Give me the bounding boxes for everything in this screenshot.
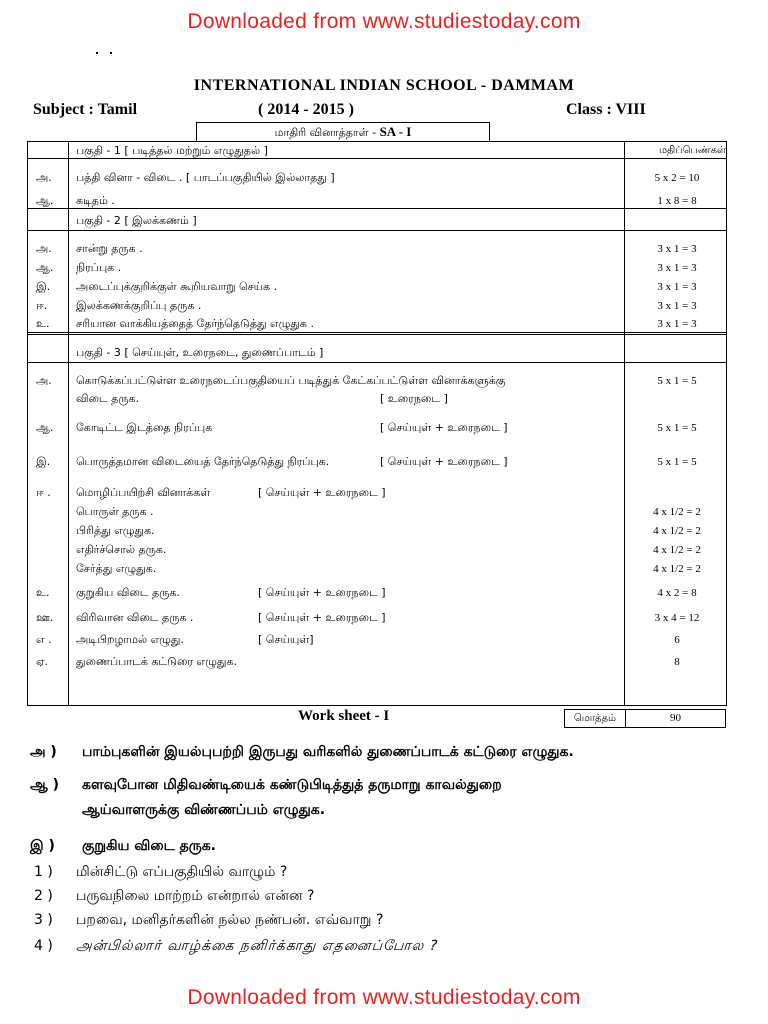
row-marks: 3 x 1 = 3 — [657, 262, 697, 274]
part1-title: பகுதி - 1 [ படித்தல் மற்றும் எழுதுதல் ] — [76, 144, 268, 157]
part2-title: பகுதி - 2 [ இலக்கணம் ] — [76, 214, 197, 227]
row-text: குறுகிய விடை தருக. — [76, 586, 180, 599]
paper-title: மாதிரி வினாத்தாள் - — [274, 126, 377, 139]
school-name: INTERNATIONAL INDIAN SCHOOL - DAMMAM — [193, 77, 575, 94]
row-text-continued: விடை தருக. — [76, 392, 140, 405]
row-marks: 3 x 1 = 3 — [657, 281, 697, 293]
row-section: [ செய்யுள் + உரைநடை ] — [380, 421, 508, 434]
row-text: கொடுக்கப்பட்டுள்ள உரைநடைப்பகுதியைப் படித்துக் கேட்கப்பட்டுள்ள வினாக்களுக்கு — [76, 374, 506, 387]
sub-row-marks: 4 x 1/2 = 2 — [653, 563, 701, 575]
row-label: அ. — [36, 374, 52, 387]
row-section: [ செய்யுள் + உரைநடை ] — [258, 486, 386, 499]
row-marks: 3 x 1 = 3 — [657, 243, 697, 255]
row-divider — [28, 208, 726, 209]
question-number: 3 ) — [34, 912, 53, 928]
row-label: ஈ . — [36, 486, 51, 499]
worksheet-item-text: பாம்புகளின் இயல்புபற்றி இருபது வரிகளில் துணைப்பாடக் கட்டுரை எழுதுக. — [82, 744, 574, 760]
class-label: Class : VIII — [566, 101, 646, 118]
row-section: [ செய்யுள் + உரைநடை ] — [380, 455, 508, 468]
row-text: இலக்கணக்குறிப்பு தருக . — [76, 299, 202, 312]
question-text-handwritten: அன்பில்லார் வாழ்க்கை நனிர்க்காது எதனைப்போல ? — [75, 938, 439, 954]
worksheet-item-label: இ ) — [30, 838, 55, 854]
marks-header: மதிப்பெண்கள் — [658, 145, 726, 156]
row-text: அடைப்புக்குறிக்குள் கூறியவாறு செய்க . — [76, 280, 278, 293]
worksheet-item-text: களவுபோன மிதிவண்டியைக் கண்டுபிடித்துத் தருமாறு காவல்துறை — [82, 777, 502, 793]
row-label: ஆ. — [36, 194, 54, 207]
speck — [96, 52, 98, 54]
row-marks: 3 x 4 = 12 — [654, 612, 700, 624]
blueprint-table — [27, 141, 727, 706]
worksheet-item-text-continued: ஆய்வாளருக்கு விண்ணப்பம் எழுதுக. — [82, 802, 326, 818]
worksheet-item-label: ஆ ) — [30, 777, 59, 793]
sub-row-text: பிரித்து எழுதுக. — [76, 524, 155, 537]
row-section: [ செய்யுள் + உரைநடை ] — [258, 611, 386, 624]
row-label: இ. — [36, 455, 51, 468]
question-number: 4 ) — [34, 938, 53, 954]
total-value: 90 — [670, 712, 681, 724]
row-label: ஏ. — [36, 655, 49, 668]
row-label: ஆ. — [36, 261, 54, 274]
worksheet-title: Work sheet - I — [298, 708, 390, 724]
row-text: துணைப்பாடக் கட்டுரை எழுதுக. — [76, 655, 237, 668]
question-text: பறவை, மனிதர்களின் நல்ல நண்பன். எவ்வாறு ? — [76, 912, 384, 928]
sub-row-marks: 4 x 1/2 = 2 — [653, 525, 701, 537]
row-marks: 5 x 1 = 5 — [657, 422, 697, 434]
sub-row-marks: 4 x 1/2 = 2 — [653, 544, 701, 556]
worksheet-item-text: குறுகிய விடை தருக. — [82, 838, 216, 854]
row-label: அ. — [36, 171, 52, 184]
row-text: கடிதம் . — [76, 194, 115, 207]
row-section: [ செய்யுள்] — [258, 633, 314, 646]
row-text: நிரப்புக . — [76, 261, 122, 274]
row-label: அ. — [36, 242, 52, 255]
question-text: மின்சிட்டு எப்பகுதியில் வாழும் ? — [76, 864, 288, 880]
sub-row-text: சேர்த்து எழுதுக. — [76, 562, 157, 575]
total-box — [564, 709, 726, 728]
total-label: மொத்தம் — [565, 710, 626, 727]
row-label: எ . — [36, 633, 52, 646]
row-section: [ செய்யுள் + உரைநடை ] — [258, 586, 386, 599]
paper-tag: SA - I — [379, 124, 412, 139]
part3-title: பகுதி - 3 [ செய்யுள், உரைநடை, துணைப்பாடம் ] — [76, 346, 324, 359]
row-marks: 5 x 1 = 5 — [657, 456, 697, 468]
speck — [110, 52, 112, 54]
row-label: ஊ. — [36, 611, 54, 624]
question-text: பருவநிலை மாற்றம் என்றால் என்ன ? — [76, 888, 315, 904]
academic-year: ( 2014 - 2015 ) — [258, 101, 354, 118]
row-marks: 6 — [674, 634, 680, 646]
row-label: உ. — [36, 317, 50, 330]
row-text: பொருத்தமான விடையைத் தேர்ந்தெடுத்து நிரப்புக. — [76, 455, 330, 468]
row-marks: 5 x 2 = 10 — [654, 172, 700, 184]
row-marks: 3 x 1 = 3 — [657, 318, 697, 330]
row-label: ஈ. — [36, 299, 48, 312]
row-text: கோடிட்ட இடத்தை நிரப்புக — [76, 421, 213, 434]
question-number: 2 ) — [34, 888, 53, 904]
row-section: [ உரைநடை ] — [380, 392, 448, 405]
row-marks: 5 x 1 = 5 — [657, 375, 697, 387]
row-text: அடிபிறழாமல் எழுது. — [76, 633, 184, 646]
sub-row-text: பொருள் தருக . — [76, 505, 154, 518]
row-label: இ. — [36, 280, 51, 293]
sub-row-text: எதிர்ச்சொல் தருக. — [76, 543, 167, 556]
row-divider — [28, 230, 726, 231]
row-text: சான்று தருக . — [76, 242, 143, 255]
row-text: விரிவான விடை தருக . — [76, 611, 194, 624]
row-label: உ. — [36, 586, 50, 599]
row-divider — [28, 158, 726, 159]
column-divider — [624, 142, 625, 705]
row-text: பத்தி வினா - விடை . [ பாடப்பகுதியில் இல்லாதது ] — [76, 171, 335, 184]
row-marks: 4 x 2 = 8 — [657, 587, 697, 599]
row-text: சரியான வாக்கியத்தைத் தேர்ந்தெடுத்து எழுதுக . — [76, 317, 314, 330]
row-marks: 3 x 1 = 3 — [657, 300, 697, 312]
row-divider — [28, 332, 726, 335]
paper-title-box — [196, 122, 490, 142]
row-divider — [28, 362, 726, 363]
download-banner-bottom[interactable]: Downloaded from www.studiestoday.com — [187, 986, 581, 1009]
row-marks: 8 — [674, 656, 680, 668]
subject-label: Subject : Tamil — [33, 101, 138, 118]
question-number: 1 ) — [34, 864, 53, 880]
row-text: மொழிப்பயிற்சி வினாக்கள் — [76, 486, 211, 499]
sub-row-marks: 4 x 1/2 = 2 — [653, 506, 701, 518]
row-marks: 1 x 8 = 8 — [657, 195, 697, 207]
download-banner-top[interactable]: Downloaded from www.studiestoday.com — [187, 10, 581, 33]
row-label: ஆ. — [36, 421, 54, 434]
worksheet-item-label: அ ) — [30, 744, 57, 760]
